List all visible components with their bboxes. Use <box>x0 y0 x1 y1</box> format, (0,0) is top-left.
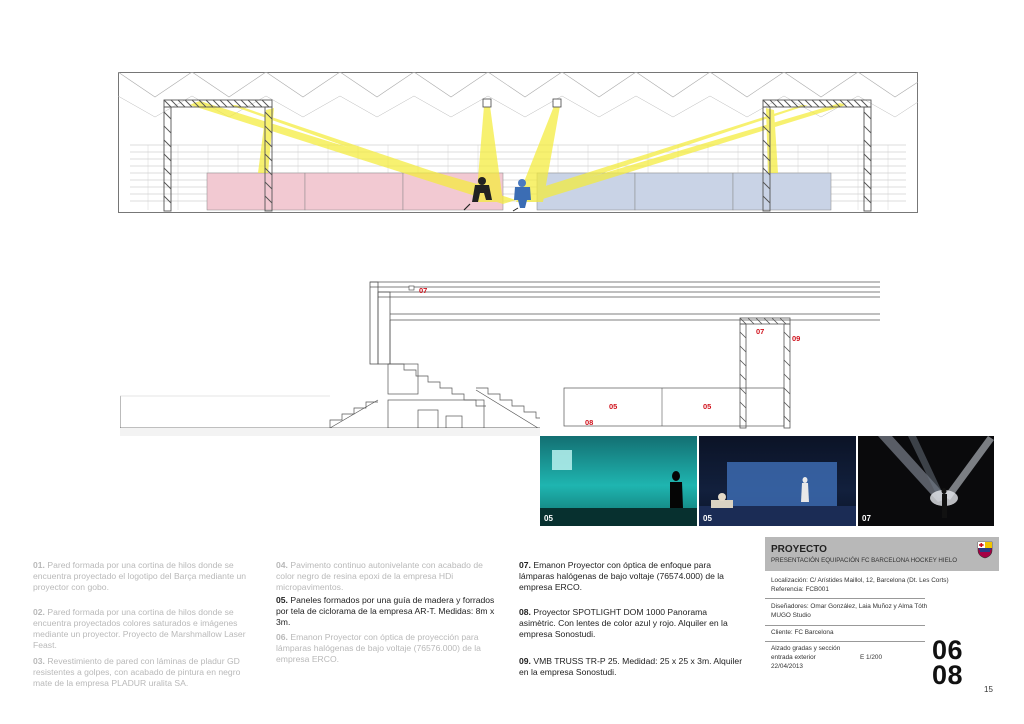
reference-text: Referencia: FCB001 <box>771 586 829 593</box>
note-text: Revestimiento de pared con láminas de pladur GD resistentes a golpes, con acabado de pintura en negro mate de la empresa PLADUR uralita SA. <box>33 656 241 688</box>
note-01 <box>33 560 258 593</box>
reference-photo-spotlight <box>858 436 994 526</box>
note-number: 02. <box>33 607 45 617</box>
reference-photo-dark-stage <box>699 436 856 526</box>
note-number: 03. <box>33 656 45 666</box>
title-block-header <box>765 537 999 571</box>
photo-label: 05 <box>703 514 712 523</box>
note-text: Pared formada por una cortina de hilos donde se encuentra proyectados colores saturados e imágenes mediante un proyector. Proyecto de Marshmallow Laser Feast. <box>33 607 246 650</box>
drawing-desc-2: entrada exterior <box>771 654 816 661</box>
title-block <box>765 537 999 693</box>
drawing-scale: E 1/200 <box>860 654 883 661</box>
note-03 <box>33 656 258 689</box>
note-number: 07. <box>519 560 531 570</box>
note-04 <box>276 560 501 593</box>
callout-07-roof: 07 <box>419 286 428 295</box>
note-08 <box>519 607 744 640</box>
designers-text: Diseñadores: Omar González, Laia Muñoz y Alma Tóth <box>771 603 928 610</box>
page-number: 15 <box>984 685 993 694</box>
client-text: Cliente: FC Barcelona <box>771 629 834 636</box>
note-text: Pavimento continuo autonivelante con acabado de color negro de resina epoxi de la empresa HDi micropavimentos. <box>276 560 483 592</box>
callout-07-truss: 07 <box>756 327 765 336</box>
studio-text: MUGO Studio <box>771 612 811 619</box>
project-title: PROYECTO <box>771 544 827 555</box>
note-06 <box>276 632 501 665</box>
note-09 <box>519 656 744 678</box>
note-text: Emanon Proyector con óptica de enfoque para lámparas halógenas de bajo voltaje (76574.000) de la empresa ERCO. <box>519 560 724 592</box>
sheet-total: 08 <box>932 660 964 690</box>
note-number: 06. <box>276 632 288 642</box>
callout-08: 08 <box>585 418 594 427</box>
fcb-crest-icon <box>977 541 993 559</box>
section-drawing <box>120 278 880 438</box>
note-number: 09. <box>519 656 531 666</box>
note-07 <box>519 560 744 593</box>
note-02 <box>33 607 258 651</box>
note-text: VMB TRUSS TR-P 25. Medidad: 25 x 25 x 3m. Alquiler en la empresa Sonostudi. <box>519 656 743 677</box>
photo-label: 05 <box>544 514 553 523</box>
project-subtitle: PRESENTACIÓN EQUIPACIÓN FC BARCELONA HOCKEY HIELO <box>771 557 958 564</box>
callout-09: 09 <box>792 334 801 343</box>
note-text: Emanon Proyector con óptica de proyección para lámparas halógenas de bajo voltaje (76576.000) de la empresa ERCO. <box>276 632 481 664</box>
note-05 <box>276 595 501 628</box>
note-text: Paneles formados por una guía de madera y forrados por tela de ciclorama de la empresa AR-T. Medidas: 8m x 3m. <box>276 595 495 627</box>
note-number: 05. <box>276 595 288 605</box>
note-number: 01. <box>33 560 45 570</box>
note-text: Proyector SPOTLIGHT DOM 1000 Panorama asimètric. Con lentes de color azul y rojo. Alquiler en la empresa Sonostudi. <box>519 607 728 639</box>
note-number: 08. <box>519 607 531 617</box>
note-number: 04. <box>276 560 288 570</box>
note-text: Pared formada por una cortina de hilos donde se encuentra proyectado el logotipo del Barça mediante un proyector con gobo. <box>33 560 247 592</box>
elevation-drawing <box>118 72 918 214</box>
drawing-date: 22/04/2013 <box>771 663 803 670</box>
reference-photo-cyan-stage <box>540 436 697 526</box>
callout-05-right: 05 <box>703 402 712 411</box>
sheet-number: 06 <box>932 635 964 665</box>
drawing-desc-1: Alzado gradas y sección <box>771 645 841 652</box>
callout-05-left: 05 <box>609 402 618 411</box>
photo-label: 07 <box>862 514 871 523</box>
location-text: Localización: C/ Arístides Maillol, 12, Barcelona (Dt. Les Corts) <box>771 577 949 584</box>
